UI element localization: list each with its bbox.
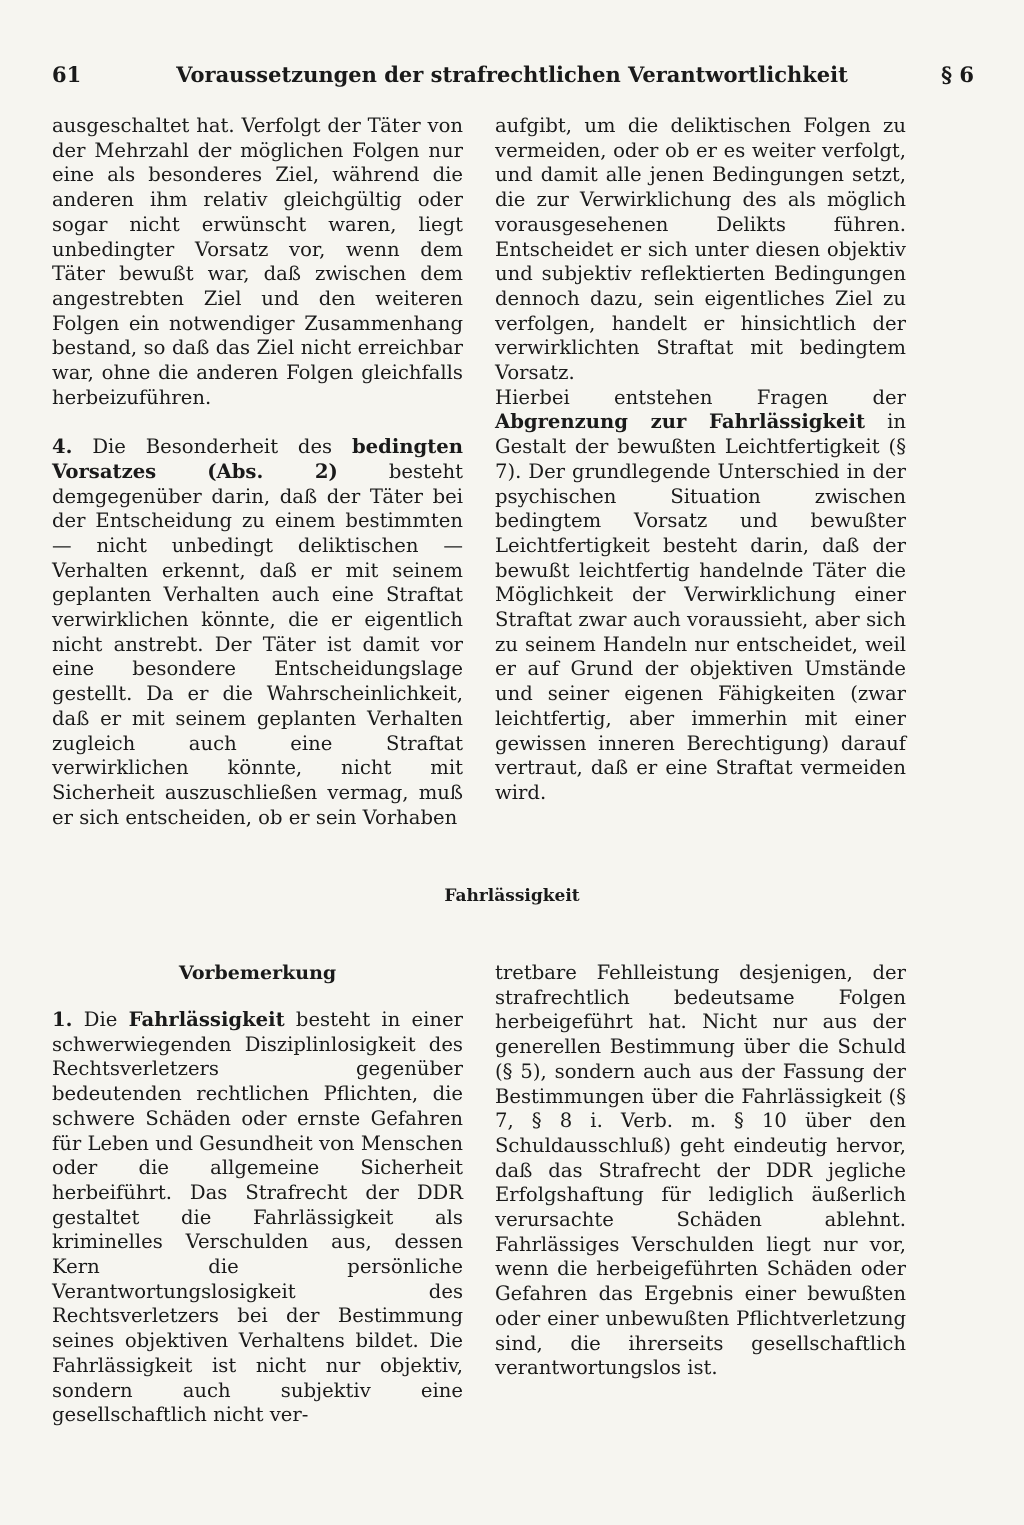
subheading: Vorbemerkung <box>178 962 337 984</box>
bottom-left-column <box>52 1008 463 1428</box>
section-number: § 6 <box>941 62 974 87</box>
paragraph: Hierbei entstehen Fragen der Abgrenzung zur Fahrlässigkeit in Gestalt der bewußten Leichtfertigkeit (§ 7). Der grundlegende Unterschied in der psychischen Situation zwischen bedingtem Vorsatz und bewußter Leichtfertigkeit besteht darin, daß der bewußt leichtfertig handelnde Täter die Möglichkeit der Verwirklichung einer Straftat zwar auch voraussieht, aber sich zu seinem Handeln nur entscheidet, weil er auf Grund der objektiven Umstände und seiner eigenen Fähigkeiten (zwar leichtfertig, aber immerhin mit einer gewissen inneren Berechtigung) darauf vertraut, daß er eine Straftat vermeiden wird. <box>495 385 906 804</box>
header-title: Voraussetzungen der strafrechtlichen Verantwortlichkeit <box>176 62 848 87</box>
paragraph-continued: ausgeschaltet hat. Verfolgt der Täter von der Mehrzahl der möglichen Folgen nur eine als besonderes Ziel, während die anderen ihm relativ gleichgültig oder sogar nicht erwünscht waren, liegt unbedingter Vorsatz vor, wenn dem Täter bewußt war, daß zwischen dem angestrebten Ziel und den weiteren Folgen ein notwendiger Zusammenhang bestand, so daß das Ziel nicht erreichbar war, ohne die anderen Folgen gleichfalls herbeizuführen. <box>52 114 463 409</box>
key-term-ref: (Abs. 2) <box>207 459 338 483</box>
bottom-right-column <box>495 961 906 1381</box>
key-term: Abgrenzung zur Fahrlässigkeit <box>495 410 866 434</box>
paragraph-continued: aufgibt, um die deliktischen Folgen zu vermeiden, oder ob er es weiter verfolgt, und damit alle jenen Bedingungen setzt, die zur Verwirklichung des als möglich vorausgesehenen Delikts führen. Entscheidet er sich unter diesen objektiv und subjektiv reflektierten Bedingungen dennoch dazu, sein eigentliches Ziel zu verfolgen, handelt er hinsichtlich der verwirklichten Straftat mit bedingtem Vorsatz. <box>495 114 906 385</box>
running-header <box>52 62 974 98</box>
top-left-column <box>52 114 463 830</box>
page-number: 61 <box>52 62 82 87</box>
top-right-column <box>495 114 906 806</box>
key-term: bedingten Vorsatzes <box>52 435 464 483</box>
paragraph-1: 1. Die Fahrlässigkeit besteht in einer schwerwiegenden Disziplinlosigkeit des Rechtsverletzers gegenüber bedeutenden rechtlichen Pflichten, die schwere Schäden oder ernste Gefahren für Leben und Gesundheit von Menschen oder die allgemeine Sicherheit herbeiführt. Das Strafrecht der DDR gestaltet die Fahrlässigkeit als kriminelles Verschulden aus, dessen Kern die persönliche Verantwortungslosigkeit des Rechtsverletzers bei der Bestimmung seines objektiven Verhaltens bildet. Die Fahrlässigkeit ist nicht nur objektiv, sondern auch subjektiv eine gesellschaftlich nicht ver- <box>52 1008 463 1427</box>
section-heading: Fahrlässigkeit <box>444 886 580 906</box>
paragraph-number: 4. <box>52 435 73 459</box>
key-term: Fahrlässigkeit <box>128 1008 285 1031</box>
paragraph-4: 4. Die Besonderheit des bedingten Vorsatzes (Abs. 2) besteht demgegenüber darin, daß der Täter bei der Entscheidung zu einem bestimmten — nicht unbedingt deliktischen — Verhalten erkennt, daß er mit seinem geplanten Verhalten auch eine Straftat verwirklichen könnte, die er eigentlich nicht anstrebt. Der Täter ist damit vor eine besondere Entscheidungslage gestellt. Da er die Wahrscheinlichkeit, daß er mit seinem geplanten Verhalten zugleich auch eine Straftat verwirklichen könnte, nicht mit Sicherheit auszuschließen vermag, muß er sich entscheiden, ob er sein Vorhaben <box>52 435 464 829</box>
paragraph-continued: tretbare Fehlleistung desjenigen, der strafrechtlich bedeutsame Folgen herbeigeführt hat. Nicht nur aus der generellen Bestimmung über die Schuld (§ 5), sondern auch aus der Fassung der Bestimmungen über die Fahrlässigkeit (§ 7, § 8 i. Verb. m. § 10 über den Schuldausschluß) geht eindeutig hervor, daß das Strafrecht der DDR jegliche Erfolgshaftung für lediglich äußerlich verursachte Schäden ablehnt. Fahrlässiges Verschulden liegt nur vor, wenn die herbeigeführten Schäden oder Gefahren das Ergebnis einer bewußten oder einer unbewußten Pflichtverletzung sind, die ihrerseits gesellschaftlich verantwortungslos ist. <box>495 961 906 1380</box>
paragraph-number: 1. <box>52 1008 73 1031</box>
